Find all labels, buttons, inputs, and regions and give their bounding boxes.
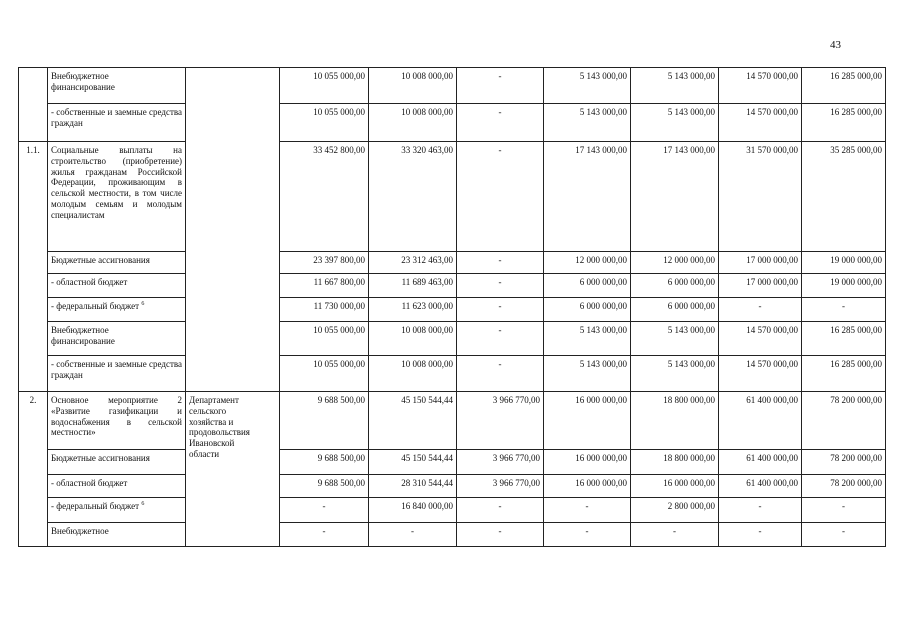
table-row [19,322,886,356]
amount-cell: - [457,498,544,523]
table-row [19,298,886,322]
amount-cell: 35 285 000,00 [802,142,886,252]
amount-cell: 78 200 000,00 [802,450,886,475]
department-cell [186,68,280,392]
department-cell [186,392,280,547]
amount-cell: - [457,356,544,392]
item-name-text: - собственные и заемные средства граждан [51,107,182,128]
table-row [19,356,886,392]
amount-cell: 10 008 000,00 [369,104,457,142]
item-name-text: - федеральный бюджет [51,301,140,311]
item-name-cell [48,498,186,523]
table-row [19,523,886,547]
amount-cell: 16 000 000,00 [631,475,719,498]
amount-cell: 14 570 000,00 [719,104,802,142]
table-row [19,104,886,142]
table-row [19,392,886,450]
budget-table [18,67,886,547]
item-name-text: Социальные выплаты на строительство (приобретение) жилья гражданам Российской Федерации, проживающим в сельской местности, в том числе молодым семьям и молодым специалистам [51,145,182,220]
amount-cell: 14 570 000,00 [719,356,802,392]
amount-cell: 11 623 000,00 [369,298,457,322]
amount-cell: - [544,498,631,523]
amount-cell: 10 055 000,00 [280,104,369,142]
table-row [19,450,886,475]
item-name-text: - собственные и заемные средства граждан [51,359,182,380]
table-row [19,142,886,252]
amount-cell: - [457,274,544,298]
amount-cell: - [802,498,886,523]
item-name-text: Основное мероприятие 2 «Развитие газификации и водоснабжения в сельской местности» [51,395,182,438]
amount-cell: 10 055 000,00 [280,322,369,356]
amount-cell: - [544,523,631,547]
amount-cell: 10 008 000,00 [369,322,457,356]
amount-cell: - [719,298,802,322]
item-name-cell [48,475,186,498]
amount-cell: 19 000 000,00 [802,252,886,274]
amount-cell: 10 008 000,00 [369,356,457,392]
amount-cell: 2 800 000,00 [631,498,719,523]
amount-cell: - [457,523,544,547]
item-name-cell [48,450,186,475]
item-name-text: Внебюджетное финансирование [51,71,115,92]
amount-cell: 16 285 000,00 [802,68,886,104]
amount-cell: 5 143 000,00 [544,322,631,356]
amount-cell: 3 966 770,00 [457,392,544,450]
amount-cell: 6 000 000,00 [631,298,719,322]
item-name-text: Внебюджетное финансирование [51,325,115,346]
amount-cell: 45 150 544,44 [369,450,457,475]
item-name-cell [48,356,186,392]
item-name-text: Бюджетные ассигнования [51,255,150,265]
amount-cell: 61 400 000,00 [719,392,802,450]
item-name-text: - областной бюджет [51,277,128,287]
amount-cell: 5 143 000,00 [631,68,719,104]
amount-cell: 6 000 000,00 [544,274,631,298]
item-name-cell [48,104,186,142]
amount-cell: 17 000 000,00 [719,252,802,274]
item-name-text: - областной бюджет [51,478,128,488]
amount-cell: 31 570 000,00 [719,142,802,252]
amount-cell: 78 200 000,00 [802,475,886,498]
amount-cell: 45 150 544,44 [369,392,457,450]
amount-cell: 17 143 000,00 [544,142,631,252]
amount-cell: 16 285 000,00 [802,104,886,142]
amount-cell: - [719,498,802,523]
amount-cell: 5 143 000,00 [544,356,631,392]
amount-cell: 3 966 770,00 [457,475,544,498]
amount-cell: 17 143 000,00 [631,142,719,252]
amount-cell: - [802,298,886,322]
amount-cell: 5 143 000,00 [544,68,631,104]
amount-cell: 23 397 800,00 [280,252,369,274]
amount-cell: 19 000 000,00 [802,274,886,298]
amount-cell: 14 570 000,00 [719,322,802,356]
amount-cell: 11 689 463,00 [369,274,457,298]
item-name-cell [48,322,186,356]
amount-cell: - [719,523,802,547]
item-name-cell [48,252,186,274]
amount-cell: 11 667 800,00 [280,274,369,298]
amount-cell: - [280,498,369,523]
item-name-cell [48,142,186,252]
amount-cell: - [369,523,457,547]
amount-cell: 9 688 500,00 [280,450,369,475]
table-row [19,475,886,498]
amount-cell: 28 310 544,44 [369,475,457,498]
table-row [19,498,886,523]
amount-cell: - [457,252,544,274]
footnote-marker: 6 [141,301,145,307]
table-row [19,274,886,298]
amount-cell: 16 840 000,00 [369,498,457,523]
table-row [19,252,886,274]
amount-cell: 16 285 000,00 [802,356,886,392]
amount-cell: 3 966 770,00 [457,450,544,475]
amount-cell: 10 055 000,00 [280,68,369,104]
page-number: 43 [830,39,841,51]
amount-cell: 18 800 000,00 [631,392,719,450]
amount-cell: - [457,142,544,252]
item-name-text: - федеральный бюджет [51,501,140,511]
amount-cell: 11 730 000,00 [280,298,369,322]
item-name-text: Бюджетные ассигнования [51,453,150,463]
amount-cell: - [631,523,719,547]
amount-cell: 16 000 000,00 [544,392,631,450]
amount-cell: - [457,104,544,142]
amount-cell: 5 143 000,00 [544,104,631,142]
row-number-cell [19,68,48,142]
amount-cell: 78 200 000,00 [802,392,886,450]
amount-cell: 61 400 000,00 [719,450,802,475]
amount-cell: 16 000 000,00 [544,475,631,498]
amount-cell: - [802,523,886,547]
amount-cell: 6 000 000,00 [544,298,631,322]
amount-cell: 9 688 500,00 [280,392,369,450]
amount-cell: - [457,322,544,356]
item-name-cell [48,274,186,298]
amount-cell: 12 000 000,00 [544,252,631,274]
item-name-cell [48,392,186,450]
item-name-cell [48,298,186,322]
amount-cell: - [280,523,369,547]
amount-cell: - [457,298,544,322]
amount-cell: 33 452 800,00 [280,142,369,252]
amount-cell: 16 000 000,00 [544,450,631,475]
amount-cell: 17 000 000,00 [719,274,802,298]
amount-cell: 5 143 000,00 [631,356,719,392]
amount-cell: 9 688 500,00 [280,475,369,498]
amount-cell: 10 055 000,00 [280,356,369,392]
amount-cell: 12 000 000,00 [631,252,719,274]
amount-cell: 5 143 000,00 [631,104,719,142]
amount-cell: 61 400 000,00 [719,475,802,498]
amount-cell: - [457,68,544,104]
amount-cell: 14 570 000,00 [719,68,802,104]
footnote-marker: 6 [141,501,145,507]
amount-cell: 10 008 000,00 [369,68,457,104]
item-name-cell [48,68,186,104]
amount-cell: 18 800 000,00 [631,450,719,475]
row-number-cell: 2. [19,392,48,547]
item-name-cell [48,523,186,547]
department-text: Департамент сельского хозяйства и продовольствия Ивановской области [189,395,250,459]
amount-cell: 33 320 463,00 [369,142,457,252]
amount-cell: 5 143 000,00 [631,322,719,356]
table-row [19,68,886,104]
amount-cell: 6 000 000,00 [631,274,719,298]
amount-cell: 16 285 000,00 [802,322,886,356]
item-name-text: Внебюджетное [51,526,109,536]
row-number-cell: 1.1. [19,142,48,392]
amount-cell: 23 312 463,00 [369,252,457,274]
